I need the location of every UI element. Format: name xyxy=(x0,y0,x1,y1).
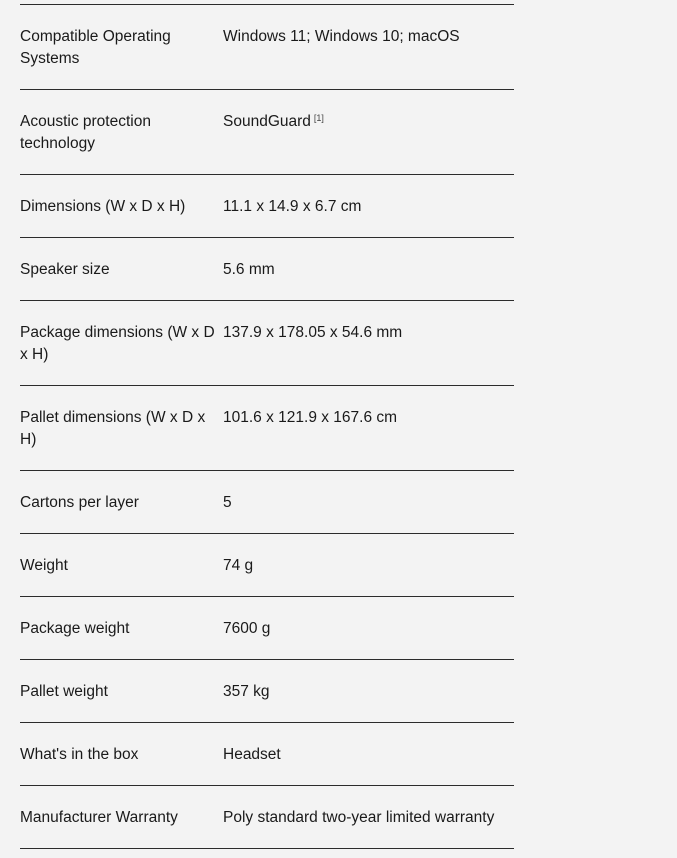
spec-label: Acoustic protection technology xyxy=(20,113,151,152)
spec-value: SoundGuard xyxy=(223,113,311,130)
spec-row-package-weight xyxy=(20,597,514,660)
spec-label: Weight xyxy=(20,557,68,574)
spec-row-whats-in-the-box xyxy=(20,723,514,786)
spec-value: 74 g xyxy=(223,557,254,574)
spec-row-acoustic-protection xyxy=(20,90,514,175)
spec-row-compatible-os xyxy=(20,5,514,90)
footnote-link[interactable]: [1] xyxy=(313,113,324,123)
spec-label: What's in the box xyxy=(20,746,139,763)
spec-row-weight xyxy=(20,534,514,597)
spec-value: 11.1 x 14.9 x 6.7 cm xyxy=(223,198,362,215)
spec-value: 357 kg xyxy=(223,683,270,700)
specifications-table xyxy=(20,4,514,849)
spec-row-dimensions xyxy=(20,175,514,238)
spec-value: 5.6 mm xyxy=(223,261,275,278)
spec-value: 5 xyxy=(223,494,232,511)
spec-label: Pallet dimensions (W x D x H) xyxy=(20,409,206,448)
spec-value: 7600 g xyxy=(223,620,271,637)
spec-label: Package dimensions (W x D x H) xyxy=(20,324,215,363)
spec-label: Speaker size xyxy=(20,261,110,278)
spec-label: Cartons per layer xyxy=(20,494,139,511)
spec-label: Package weight xyxy=(20,620,130,637)
spec-label: Pallet weight xyxy=(20,683,108,700)
spec-row-package-dimensions xyxy=(20,301,514,386)
spec-value: 101.6 x 121.9 x 167.6 cm xyxy=(223,409,398,426)
spec-value: Poly standard two-year limited warranty xyxy=(223,809,495,826)
spec-row-pallet-dimensions xyxy=(20,386,514,471)
spec-value: 137.9 x 178.05 x 54.6 mm xyxy=(223,324,403,341)
spec-row-cartons-per-layer xyxy=(20,471,514,534)
spec-label: Manufacturer Warranty xyxy=(20,809,178,826)
spec-label: Compatible Operating Systems xyxy=(20,28,171,67)
spec-value: Headset xyxy=(223,746,281,763)
spec-row-speaker-size xyxy=(20,238,514,301)
spec-value-with-footnote xyxy=(223,111,514,174)
spec-label: Dimensions (W x D x H) xyxy=(20,198,186,215)
spec-value: Windows 11; Windows 10; macOS xyxy=(223,28,460,45)
spec-row-manufacturer-warranty xyxy=(20,786,514,849)
spec-row-pallet-weight xyxy=(20,660,514,723)
